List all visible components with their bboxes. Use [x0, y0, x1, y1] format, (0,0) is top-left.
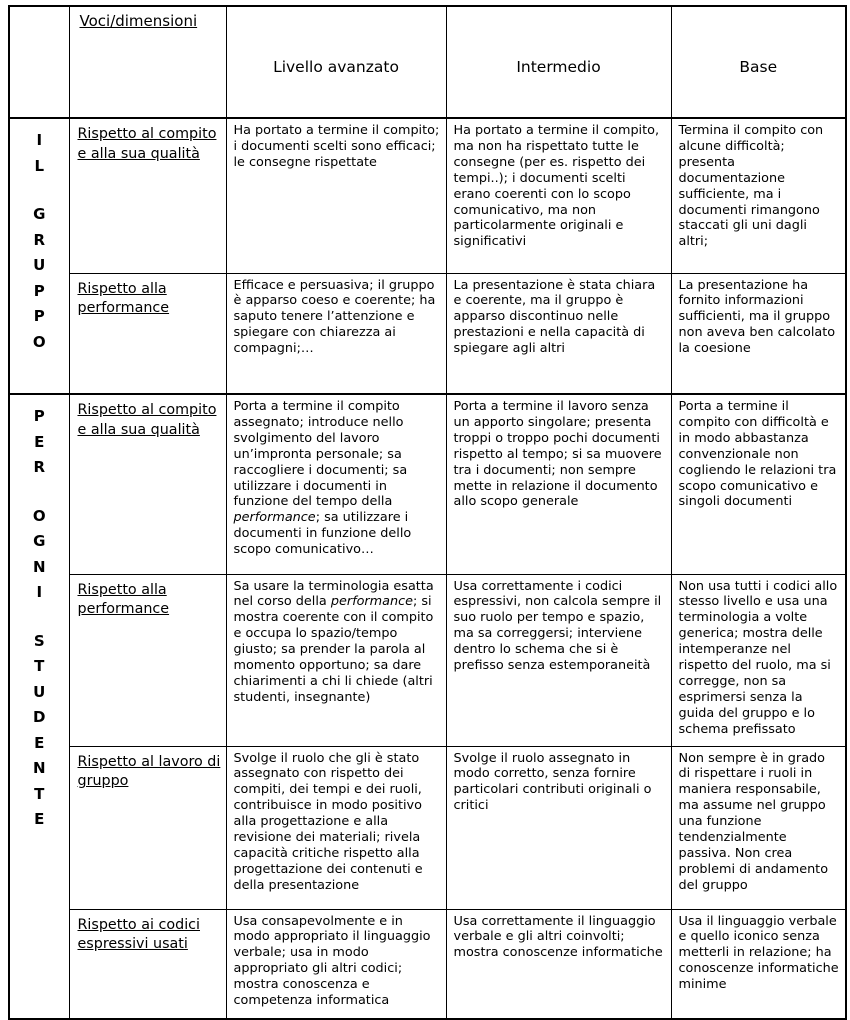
cell-base: Non usa tutti i codici allo stesso livello e usa una terminologia a volte generica; mostra delle intemperanze nel rispetto del ruolo, ma si corregge, non sa esprimersi senza la guida del gruppo e lo schema prefissato: [671, 574, 846, 746]
row-label-text: Rispetto alla performance: [77, 581, 170, 617]
table-row: [9, 273, 846, 394]
row-label-cell: [69, 574, 226, 746]
vertical-letter: I: [36, 583, 43, 601]
table-row: [9, 118, 846, 273]
row-label-cell: [69, 394, 226, 574]
header-row: [9, 6, 846, 118]
vertical-letter: E: [34, 432, 45, 451]
cell-intermedio: Porta a termine il lavoro senza un apporto singolare; presenta troppi o troppo pochi documenti rispetto al tempo; si sa muovere tra i documenti; non sempre mette in relazione il documento allo scopo generale: [446, 394, 671, 574]
cell-base: Porta a termine il compito con difficoltà e in modo abbastanza convenzionale non cogliendo le relazioni tra scopo comunicativo e singoli documenti: [671, 394, 846, 574]
vertical-letter: N: [32, 557, 46, 576]
cell-intermedio: La presentazione è stata chiara e coerente, ma il gruppo è apparso discontinuo nelle prestazioni e nella capacità di spiegare agli altri: [446, 273, 671, 394]
cell-intermedio: Usa correttamente i codici espressivi, non calcola sempre il suo ruolo per tempo e spazio, ma sa correggersi; interviene dentro lo schema che si è prefisso senza estemporaneità: [446, 574, 671, 746]
vertical-letter: E: [34, 810, 45, 828]
vertical-letter: N: [32, 759, 46, 777]
vertical-letter: G: [33, 205, 46, 223]
vertical-letter: O: [32, 506, 46, 525]
header-corner-cell: [9, 6, 69, 118]
cell-intermedio: Ha portato a termine il compito, ma non ha rispettato tutte le consegne (per es. rispetto dei tempi..); i documenti scelti erano coerenti con lo scopo comunicativo, ma non particolarmente originali e significativi: [446, 118, 671, 273]
vertical-letter: U: [33, 682, 46, 701]
rubric-body: [9, 118, 846, 1019]
vertical-letter: P: [33, 407, 45, 425]
table-row: [9, 394, 846, 574]
section-label-il-gruppo: [9, 118, 69, 394]
header-livello-avanzato: Livello avanzato: [226, 6, 446, 118]
vertical-word-gap: [16, 481, 63, 504]
row-label-text: Rispetto al compito e alla sua qualità: [77, 402, 217, 438]
vertical-letter: O: [32, 332, 46, 351]
table-row: [9, 909, 846, 1019]
voci-dimensioni-label: Voci/dimensioni: [79, 12, 198, 30]
cell-base: Non sempre è in grado di rispettare i ruoli in maniera responsabile, ma assume nel gruppo una funzione tendenzialmente passiva. Non crea problemi di andamento del gruppo: [671, 746, 846, 909]
rubric-table: [8, 5, 847, 1020]
table-row: [9, 746, 846, 909]
row-label-text: Rispetto alla performance: [77, 280, 170, 316]
vertical-letter: D: [33, 708, 46, 726]
vertical-letter: S: [33, 631, 45, 650]
row-label-cell: [69, 273, 226, 394]
cell-avanzato: Svolge il ruolo che gli è stato assegnato con rispetto dei compiti, dei tempi e dei ruoli, contribuisce in modo positivo alla progettazione e alla revisione dei materiali; rivela capacità critiche rispetto alla progettazione dei contenuti e della presentazione: [226, 746, 446, 909]
vertical-letter: P: [33, 281, 45, 300]
table-row: [9, 574, 846, 746]
row-label-cell: [69, 118, 226, 273]
vertical-letter: I: [36, 131, 43, 149]
vertical-letter: E: [34, 733, 45, 752]
cell-base: La presentazione ha fornito informazioni sufficienti, ma il gruppo non aveva ben calcolato la coesione: [671, 273, 846, 394]
cell-base: Usa il linguaggio verbale e quello iconico senza metterli in relazione; ha conoscenze informatiche minime: [671, 909, 846, 1019]
header-intermedio: Intermedio: [446, 6, 671, 118]
cell-avanzato: Efficace e persuasiva; il gruppo è apparso coeso e coerente; ha saputo tenere l’attenzione e spiegare con chiarezza ai compagni;…: [226, 273, 446, 394]
row-label-text: Rispetto al compito e alla sua qualità: [77, 126, 217, 162]
cell-avanzato: Sa usare la terminologia esatta nel corso della performance; si mostra coerente con il compito e occupa lo spazio/tempo giusto; sa prender la parola al momento opportuno; sa dare chiarimenti a chi li chiede (altri studenti, insegnante): [226, 574, 446, 746]
cell-avanzato: Ha portato a termine il compito; i documenti scelti sono efficaci; le consegne rispettate: [226, 118, 446, 273]
row-label-text: Rispetto al lavoro di gruppo: [77, 753, 221, 789]
vertical-letter: P: [33, 307, 45, 325]
vertical-letter: U: [33, 256, 46, 274]
cell-avanzato: Porta a termine il compito assegnato; introduce nello svolgimento del lavoro un’impronta personale; sa raccogliere i documenti; sa utilizzare i documenti in funzione del tempo della performance; sa utilizzare i documenti in funzione dello scopo comunicativo…: [226, 394, 446, 574]
row-label-cell: [69, 909, 226, 1019]
cell-intermedio: Svolge il ruolo assegnato in modo corretto, senza fornire particolari contributi originali o critici: [446, 746, 671, 909]
vertical-letter: L: [34, 156, 45, 175]
vertical-letter: T: [34, 657, 45, 675]
row-label-cell: [69, 746, 226, 909]
header-base: Base: [671, 6, 846, 118]
cell-intermedio: Usa correttamente il linguaggio verbale e gli altri coinvolti; mostra conoscenze informatiche: [446, 909, 671, 1019]
section-label-per-ogni-studente: [9, 394, 69, 1019]
vertical-letter: R: [33, 458, 46, 476]
vertical-letter: R: [33, 230, 46, 249]
vertical-word-gap: [16, 179, 63, 202]
vertical-letter: T: [34, 784, 45, 803]
header-voci-dimensioni: [69, 6, 226, 118]
vertical-letter: G: [33, 532, 46, 550]
row-label-text: Rispetto ai codici espressivi usati: [77, 916, 200, 952]
cell-avanzato: Usa consapevolmente e in modo appropriato il linguaggio verbale; usa in modo appropriato gli altri codici; mostra conoscenza e competenza informatica: [226, 909, 446, 1019]
vertical-word-gap: [16, 606, 63, 629]
cell-base: Termina il compito con alcune difficoltà; presenta documentazione sufficiente, ma i documenti rimangono staccati gli uni dagli altri;: [671, 118, 846, 273]
